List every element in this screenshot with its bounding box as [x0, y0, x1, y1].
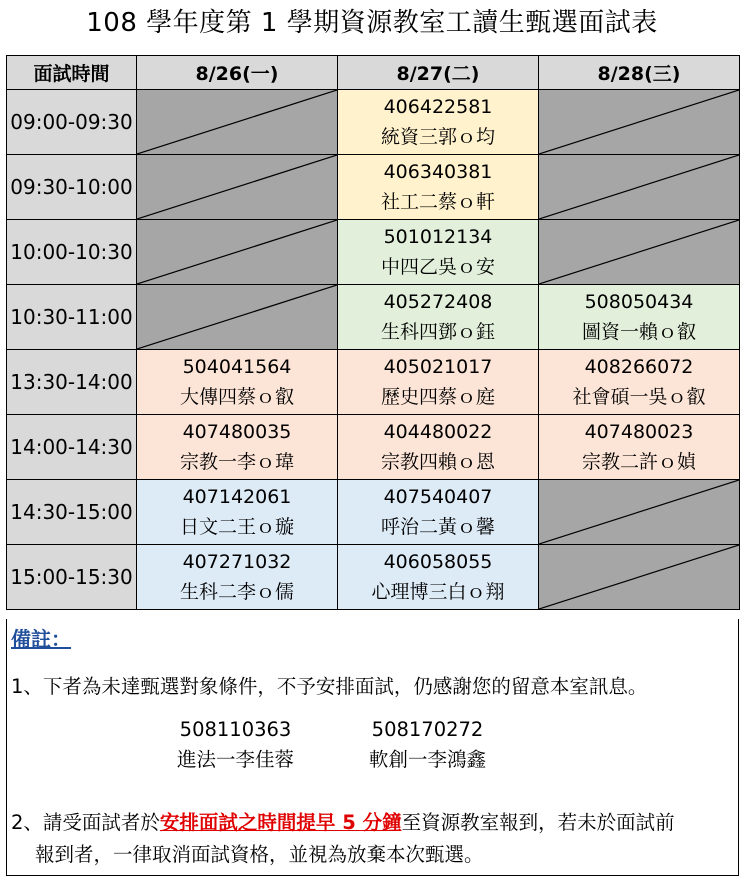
diagonal-line-icon [137, 220, 337, 284]
student-name: 歷史四蔡ｏ庭 [380, 386, 495, 408]
diagonal-line-icon [539, 545, 739, 609]
header-day-2: 8/27(二) [338, 56, 539, 90]
diagonal-line-icon [539, 480, 739, 544]
interview-slot [338, 545, 539, 610]
student-name: 呼治二黃ｏ馨 [380, 516, 495, 538]
empty-slot [137, 90, 338, 155]
interview-slot [539, 415, 740, 480]
student-id: 407142061 [182, 486, 292, 508]
schedule-row [7, 155, 740, 220]
empty-slot [539, 90, 740, 155]
student-id: 405021017 [383, 356, 493, 378]
header-time: 面試時間 [7, 56, 137, 90]
time-slot: 14:00-14:30 [7, 415, 137, 480]
time-slot: 09:30-10:00 [7, 155, 137, 220]
student-name: 社工二蔡ｏ軒 [380, 191, 495, 213]
student-name: 大傳四蔡ｏ叡 [179, 386, 294, 408]
notes-section [6, 619, 739, 876]
empty-slot [539, 220, 740, 285]
empty-slot [137, 285, 338, 350]
student-id: 407271032 [182, 551, 292, 573]
interview-slot [338, 155, 539, 220]
student-id: 407480035 [182, 421, 292, 443]
schedule-row [7, 545, 740, 610]
note-2-line2: 報到者，一律取消面試資格，並視為放棄本次甄選。 [35, 843, 484, 866]
excluded-id: 508110363 [179, 718, 292, 741]
diagonal-line-icon [539, 155, 739, 219]
excluded-name: 進法一李佳蓉 [177, 748, 295, 771]
diagonal-line-icon [137, 155, 337, 219]
excluded-id: 508170272 [371, 718, 484, 741]
interview-slot [137, 545, 338, 610]
interview-schedule-table [6, 55, 740, 610]
schedule-row [7, 480, 740, 545]
student-name: 圖資一賴ｏ叡 [581, 321, 696, 343]
interview-slot [338, 415, 539, 480]
time-slot: 13:30-14:00 [7, 350, 137, 415]
empty-slot [539, 155, 740, 220]
empty-slot [137, 220, 338, 285]
interview-slot [338, 480, 539, 545]
time-slot: 09:00-09:30 [7, 90, 137, 155]
student-name: 生科四鄧ｏ鈺 [380, 321, 495, 343]
student-name: 中四乙吳ｏ安 [380, 256, 495, 278]
interview-slot [137, 415, 338, 480]
student-name: 日文二王ｏ璇 [179, 516, 294, 538]
diagonal-line-icon [539, 90, 739, 154]
interview-slot [539, 350, 740, 415]
student-id: 407480023 [584, 421, 694, 443]
student-id: 501012134 [383, 226, 493, 248]
note-2 [11, 807, 736, 871]
student-name: 統資三郭ｏ均 [380, 126, 495, 148]
student-name: 心理博三白ｏ翔 [371, 581, 505, 603]
student-id: 404480022 [383, 421, 493, 443]
time-slot: 15:00-15:30 [7, 545, 137, 610]
schedule-row [7, 90, 740, 155]
time-slot: 10:00-10:30 [7, 220, 137, 285]
notes-title: 備註： [11, 627, 71, 651]
empty-slot [539, 545, 740, 610]
note-2-prefix: 2、請受面試者於 [11, 811, 160, 834]
schedule-row [7, 350, 740, 415]
student-id: 406422581 [383, 96, 493, 118]
diagonal-line-icon [539, 220, 739, 284]
interview-slot [338, 90, 539, 155]
interview-slot [539, 285, 740, 350]
interview-slot [338, 285, 539, 350]
page-title: 108 學年度第 1 學期資源教室工讀生甄選面試表 [86, 8, 658, 38]
schedule-row [7, 285, 740, 350]
student-name: 社會碩一吳ｏ叡 [572, 386, 706, 408]
interview-slot [137, 480, 338, 545]
note-2-highlight: 安排面試之時間提早 5 分鐘 [159, 811, 402, 834]
student-name: 宗教四賴ｏ恩 [380, 451, 495, 473]
time-slot: 10:30-11:00 [7, 285, 137, 350]
header-day-1: 8/26(一) [137, 56, 338, 90]
note-1: 1、下者為未達甄選對象條件，不予安排面試，仍感謝您的留意本室訊息。 [11, 675, 648, 698]
student-name: 宗教一李ｏ瑋 [179, 451, 294, 473]
time-slot: 14:30-15:00 [7, 480, 137, 545]
schedule-row [7, 220, 740, 285]
student-id: 508050434 [584, 291, 694, 313]
student-id: 406340381 [383, 161, 493, 183]
diagonal-line-icon [137, 90, 337, 154]
student-id: 504041564 [182, 356, 292, 378]
schedule-row [7, 415, 740, 480]
excluded-entry-1 [177, 715, 294, 775]
interview-slot [338, 350, 539, 415]
diagonal-line-icon [137, 285, 337, 349]
student-name: 生科二李ｏ儒 [179, 581, 294, 603]
empty-slot [137, 155, 338, 220]
interview-slot [338, 220, 539, 285]
student-name: 宗教二許ｏ媜 [581, 451, 696, 473]
excluded-name: 軟創一李鴻鑫 [369, 748, 487, 771]
empty-slot [539, 480, 740, 545]
student-id: 405272408 [383, 291, 493, 313]
table-header-row [7, 56, 740, 90]
excluded-entry-2 [369, 715, 486, 775]
note-2-suffix: 至資源教室報到，若未於面試前 [401, 811, 675, 834]
interview-slot [137, 350, 338, 415]
student-id: 406058055 [383, 551, 493, 573]
student-id: 408266072 [584, 356, 694, 378]
header-day-3: 8/28(三) [539, 56, 740, 90]
student-id: 407540407 [383, 486, 493, 508]
